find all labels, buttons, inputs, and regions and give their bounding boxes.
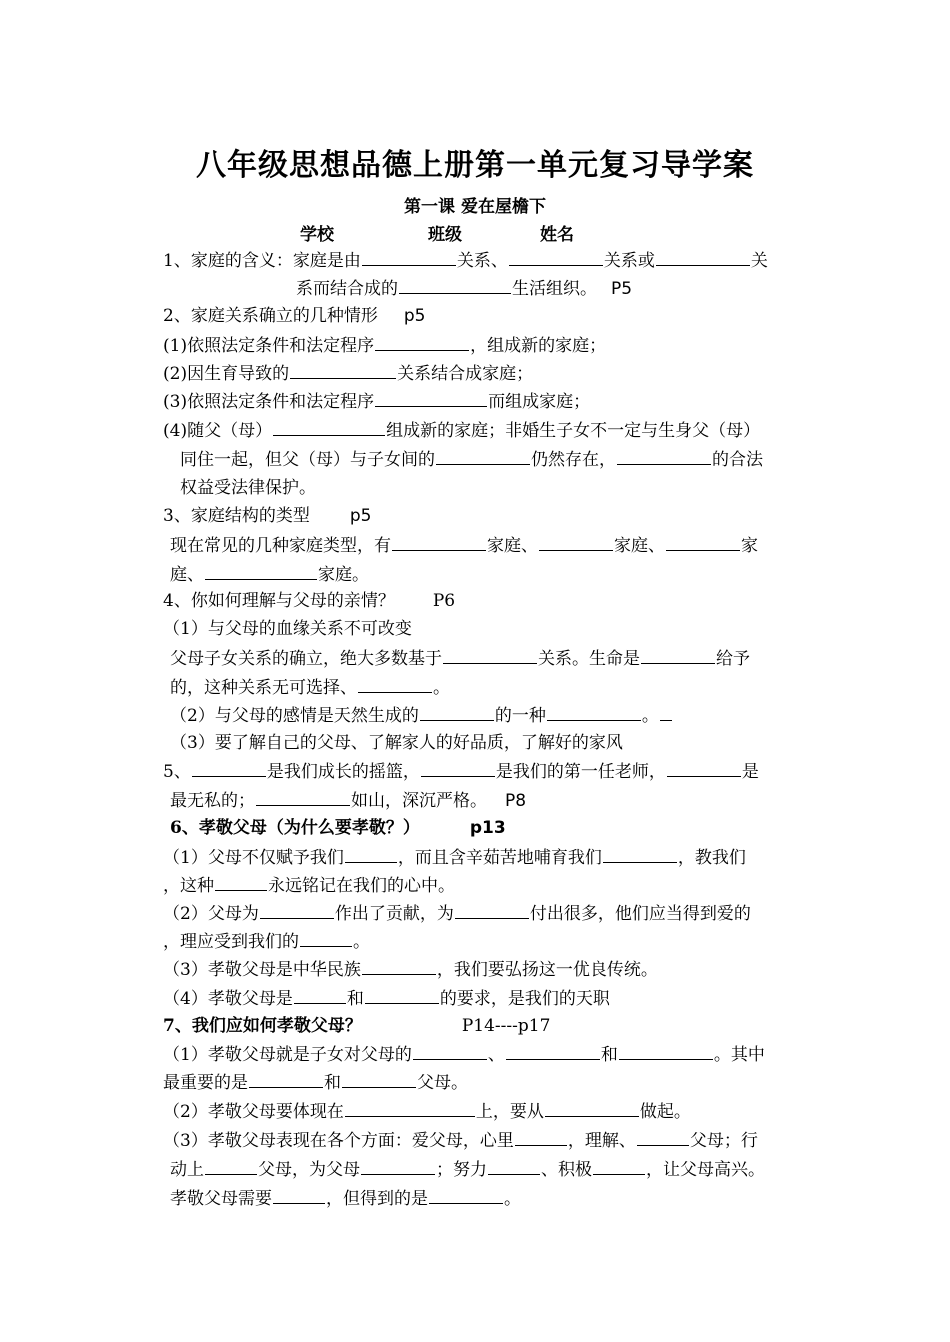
blank	[260, 902, 334, 919]
blank	[362, 958, 436, 975]
blank	[215, 874, 267, 891]
q5-line2: 最无私的； 如山，深沉严格。 P8	[170, 791, 527, 811]
blank	[488, 1158, 540, 1175]
blank	[593, 1158, 645, 1175]
q6-line6: （4）孝敬父母是 和 的要求，是我们的天职	[163, 989, 610, 1009]
q6-line4: ，理应受到我们的 。	[163, 932, 370, 952]
q6-line3: （2）父母为 作出了贡献，为 付出很多，他们应当得到爱的	[163, 904, 751, 924]
blank	[300, 930, 352, 947]
blank	[506, 1043, 600, 1060]
blank	[455, 902, 529, 919]
q7-line6: 孝敬父母需要 ，但得到的是 。	[170, 1189, 521, 1209]
q5-line1: 5、 是我们成长的摇篮， 是我们的第一任老师， 是	[163, 762, 759, 782]
q4-line1: 父母子女关系的确立，绝大多数基于 关系。生命是 给予	[170, 649, 750, 669]
q6-line5: （3）孝敬父母是中华民族 ，我们要弘扬这一优良传统。	[163, 960, 658, 980]
q2-line1: (1)依照法定条件和法定程序 ，组成新的家庭；	[163, 336, 607, 356]
q2-line2: (2)因生育导致的 关系结合成家庭；	[163, 364, 534, 384]
q2-line4: (4)随父（母） 组成新的家庭；非婚生子女不一定与生身父（母）	[163, 421, 761, 441]
blank	[656, 249, 750, 266]
q7-line1: （1）孝敬父母就是子女对父母的 、 和 。其中	[163, 1045, 765, 1065]
q1-line2: 系而结合成的 生活组织。 P5	[296, 279, 633, 299]
blank	[294, 987, 346, 1004]
q7-line3: （2）孝敬父母要体现在 上，要从 做起。	[163, 1102, 691, 1122]
q2-line3: (3)依照法定条件和法定程序 而组成家庭；	[163, 392, 591, 412]
blank	[342, 1071, 416, 1088]
blank	[429, 1187, 503, 1204]
q7-title: 7、我们应如何孝敬父母？ P14----p17	[163, 1016, 551, 1036]
blank	[399, 277, 511, 294]
q4-sub1: （1）与父母的血缘关系不可改变	[163, 619, 412, 639]
q7-line4: （3）孝敬父母表现在各个方面：爱父母，心里 ，理解、 父母；行	[163, 1131, 758, 1151]
blank	[443, 647, 537, 664]
blank	[375, 390, 487, 407]
blank	[392, 534, 486, 551]
q1-line1: 1、家庭的含义：家庭是由 关系、 关系或 关	[163, 251, 768, 271]
blank	[358, 676, 432, 693]
blank	[192, 760, 266, 777]
blank	[436, 448, 530, 465]
blank	[290, 362, 396, 379]
q3-line1: 现在常见的几种家庭类型，有 家庭、 家庭、 家	[170, 536, 758, 556]
blank	[666, 534, 740, 551]
blank	[515, 1129, 567, 1146]
blank	[205, 1158, 257, 1175]
school-label: 学校	[300, 225, 334, 245]
blank	[667, 760, 741, 777]
blank	[539, 534, 613, 551]
document-title: 八年级思想品德上册第一单元复习导学案	[196, 148, 754, 183]
blank	[420, 704, 494, 721]
q6-line2: ，这种 永远铭记在我们的心中。	[163, 876, 455, 896]
blank	[603, 846, 677, 863]
blank	[619, 1043, 713, 1060]
q6-line1: （1）父母不仅赋予我们 ，而且含辛茹苦地哺育我们 ，教我们	[163, 848, 746, 868]
class-label: 班级	[428, 225, 462, 245]
blank	[421, 760, 495, 777]
blank	[545, 1100, 639, 1117]
blank	[273, 1187, 325, 1204]
blank	[413, 1043, 487, 1060]
q3-title: 3、家庭结构的类型 p5	[163, 506, 372, 526]
q2-title: 2、家庭关系确立的几种情形 p5	[163, 306, 426, 326]
name-label: 姓名	[540, 225, 574, 245]
blank	[637, 1129, 689, 1146]
blank	[660, 704, 672, 721]
q4-title: 4、你如何理解与父母的亲情？ P6	[163, 591, 456, 611]
q2-line6: 权益受法律保护。	[180, 478, 316, 498]
q4-line2: 的，这种关系无可选择、 。	[170, 678, 450, 698]
q4-sub2: （2）与父母的感情是天然生成的 的一种 。	[170, 704, 950, 727]
blank	[509, 249, 603, 266]
blank	[345, 1100, 475, 1117]
blank	[249, 1071, 323, 1088]
q4-sub3: （3）要了解自己的父母、了解家人的好品质，了解好的家风	[170, 733, 623, 753]
blank	[365, 987, 439, 1004]
blank	[205, 563, 317, 580]
q3-line2: 庭、 家庭。	[170, 565, 369, 585]
blank	[361, 1158, 435, 1175]
q6-title: 6、孝敬父母（为什么要孝敬？） p13	[170, 818, 506, 838]
q7-line5: 动上 父母，为父母 ；努力 、积极 ，让父母高兴。	[170, 1160, 765, 1180]
blank	[362, 249, 456, 266]
q7-line2: 最重要的是 和 父母。	[163, 1073, 468, 1093]
q2-line5: 同住一起，但父（母）与子女间的 仍然存在， 的合法	[180, 450, 763, 470]
blank	[641, 647, 715, 664]
lesson-title: 第一课 爱在屋檐下	[404, 197, 546, 217]
blank	[273, 419, 385, 436]
blank	[256, 789, 350, 806]
blank	[345, 846, 397, 863]
blank	[547, 704, 641, 721]
blank	[617, 448, 711, 465]
blank	[375, 334, 469, 351]
